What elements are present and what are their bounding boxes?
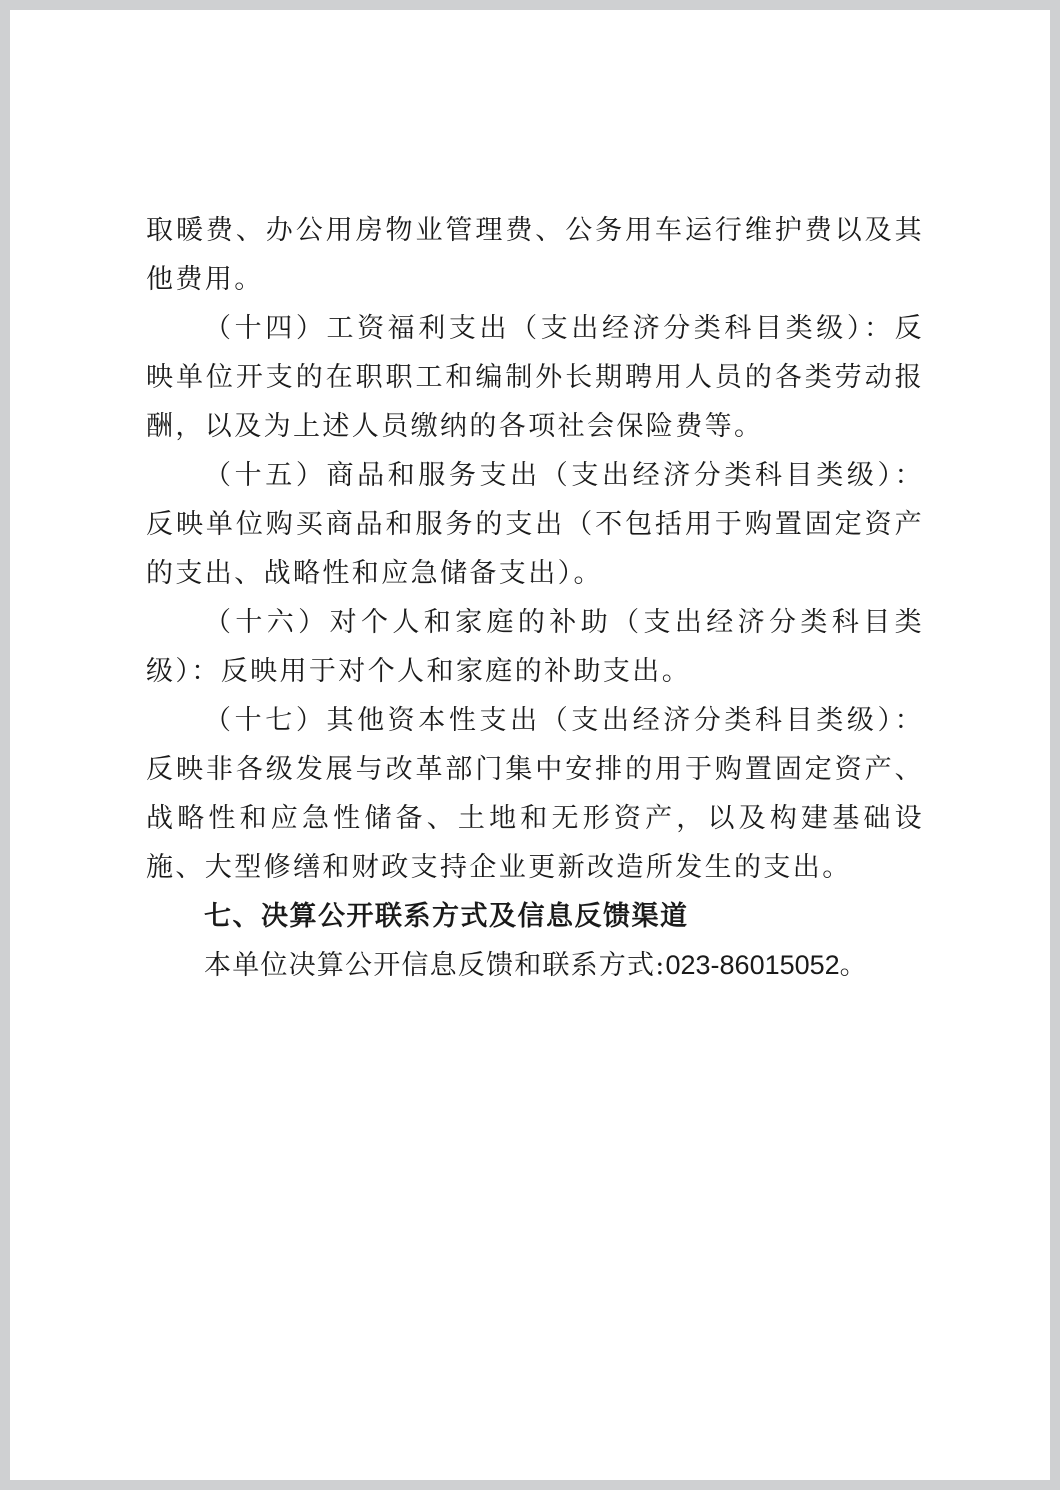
item-14-paragraph: （十四）工资福利支出（支出经济分类科目类级）：反映单位开支的在职职工和编制外长期聘用人员的各类劳动报酬，以及为上述人员缴纳的各项社会保险费等。 bbox=[146, 313, 924, 442]
contact-phone: 023-86015052 bbox=[665, 950, 840, 980]
item-15-paragraph: （十五）商品和服务支出（支出经济分类科目类级）：反映单位购买商品和服务的支出（不包括用于购置固定资产的支出、战略性和应急储备支出）。 bbox=[146, 460, 924, 589]
document-page bbox=[10, 10, 1050, 1480]
contact-paragraph bbox=[146, 941, 924, 990]
contact-end: 。 bbox=[839, 950, 868, 981]
document-body bbox=[146, 206, 924, 990]
continuation-paragraph: 取暖费、办公用房物业管理费、公务用车运行维护费以及其他费用。 bbox=[146, 215, 924, 295]
section-7-heading: 七、决算公开联系方式及信息反馈渠道 bbox=[204, 901, 689, 932]
contact-label: 本单位决算公开信息反馈和联系方式: bbox=[204, 950, 666, 981]
item-17-paragraph: （十七）其他资本性支出（支出经济分类科目类级）：反映非各级发展与改革部门集中安排的用于购置固定资产、战略性和应急性储备、土地和无形资产，以及构建基础设施、大型修缮和财政支持企业更新改造所发生的支出。 bbox=[146, 705, 924, 883]
item-16-paragraph: （十六）对个人和家庭的补助（支出经济分类科目类级）：反映用于对个人和家庭的补助支出。 bbox=[146, 607, 924, 687]
